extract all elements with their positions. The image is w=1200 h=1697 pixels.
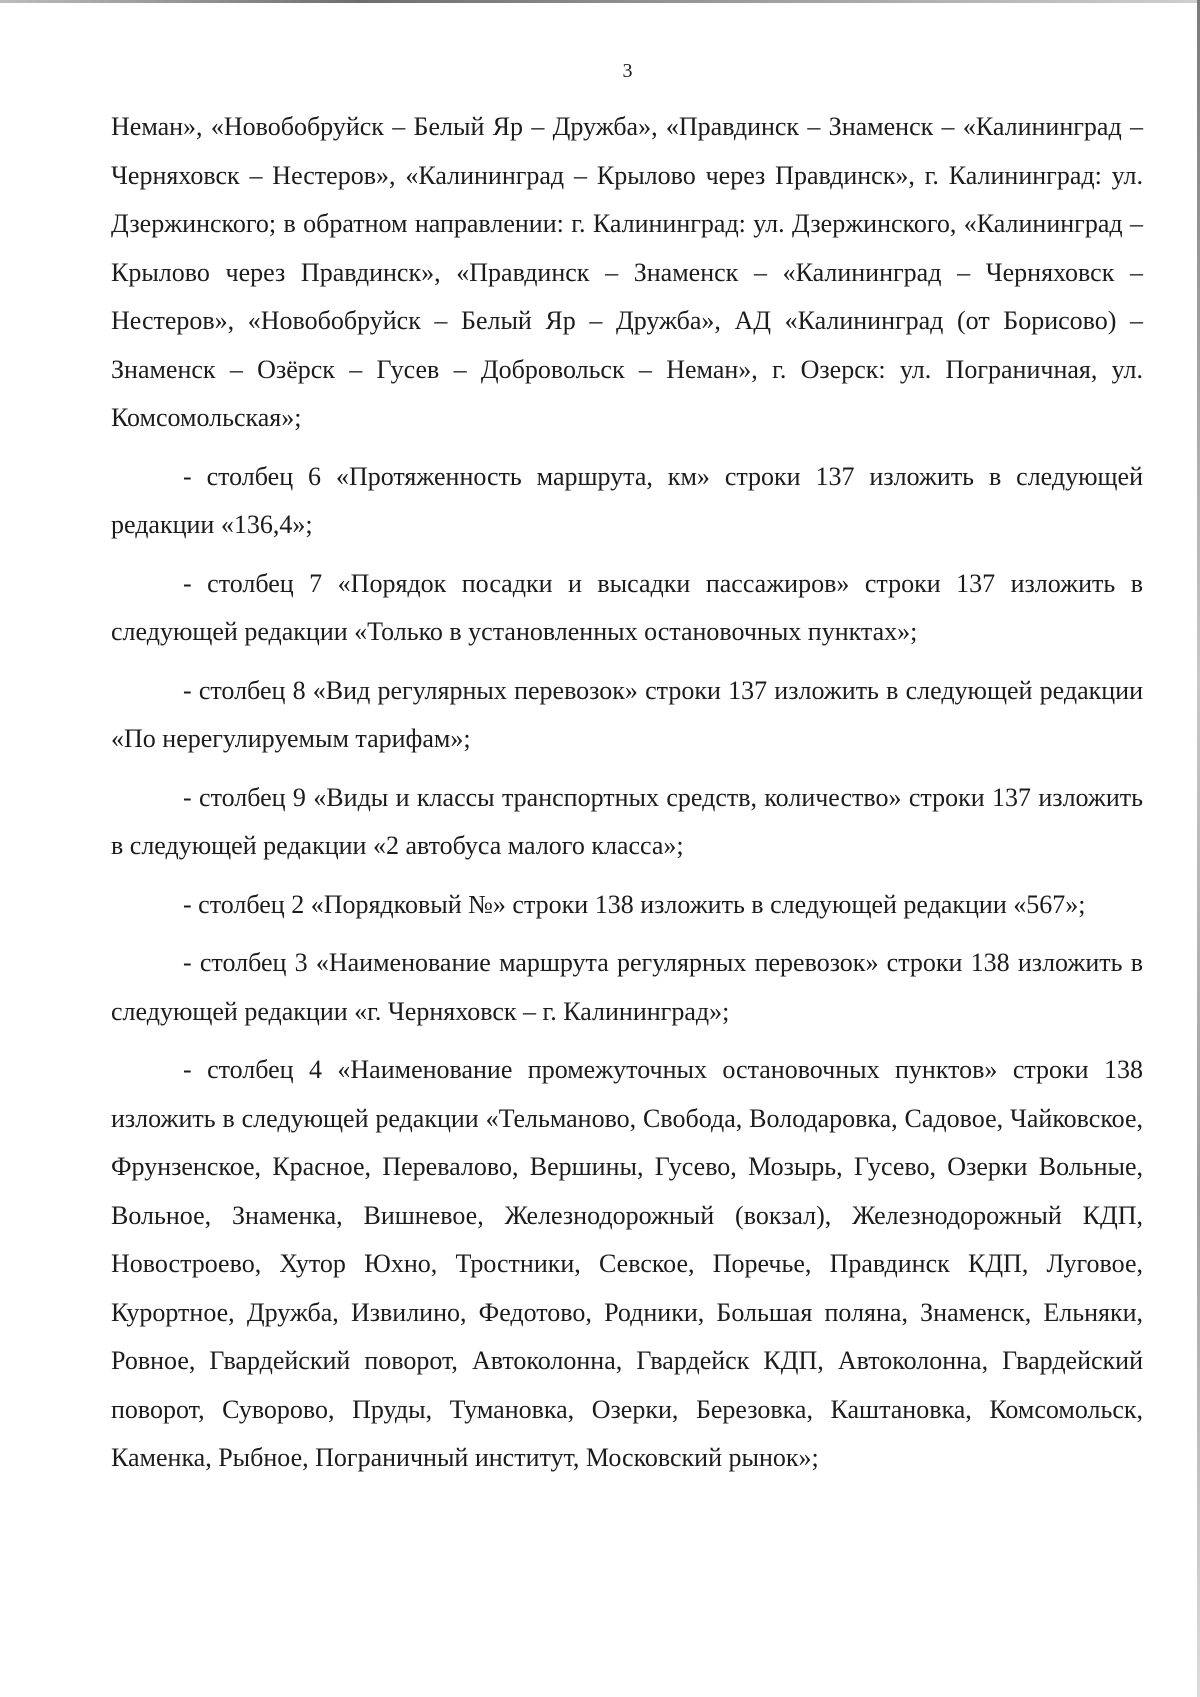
paragraph-column-9: - столбец 9 «Виды и классы транспортных средств, количество» строки 137 изложить в следующей редакции «2 автобуса малого класса»; <box>111 782 1143 860</box>
paragraph-column-8: - столбец 8 «Вид регулярных перевозок» строки 137 изложить в следующей редакции «По нерегулируемым тарифам»; <box>111 675 1143 753</box>
page-number: 3 <box>622 60 633 82</box>
paragraph-column-6: - столбец 6 «Протяженность маршрута, км» строки 137 изложить в следующей редакции «136,4»; <box>111 461 1143 539</box>
paragraph-route-continuation: Неман», «Новобобруйск – Белый Яр – Дружба», «Правдинск – Знаменск – «Калининград – Черняховск – Нестеров», «Калининград – Крылово через Правдинск», г. Калининград: ул. Дзержинского; в обратном направлении: г. Калининград: ул. Дзержинского, «Калининград – Крылово через Правдинск», «Правдинск – Знаменск – «Калининград – Черняховск – Нестеров», «Новобобруйск – Белый Яр – Дружба», АД «Калининград (от Борисово) – Знаменск – Озёрск – Гусев – Добровольск – Неман», г. Озерск: ул. Пограничная, ул. Комсомольская»; <box>111 112 1143 432</box>
scan-edge-top <box>0 0 1200 3</box>
paragraph-column-3: - столбец 3 «Наименование маршрута регулярных перевозок» строки 138 изложить в следующей редакции «г. Черняховск – г. Калининград»; <box>111 948 1143 1026</box>
paragraph-column-7: - столбец 7 «Порядок посадки и высадки пассажиров» строки 137 изложить в следующей редакции «Только в установленных остановочных пунктах»; <box>111 568 1143 646</box>
document-body <box>111 103 1143 1493</box>
paragraph-column-4: - столбец 4 «Наименование промежуточных остановочных пунктов» строки 138 изложить в следующей редакции «Тельманово, Свобода, Володаровка, Садовое, Чайковское, Фрунзенское, Красное, Перевалово, Вершины, Гусево, Мозырь, Гусево, Озерки Вольные, Вольное, Знаменка, Вишневое, Железнодорожный (вокзал), Железнодорожный КДП, Новостроево, Хутор Юхно, Тростники, Севское, Поречье, Правдинск КДП, Луговое, Курортное, Дружба, Извилино, Федотово, Родники, Большая поляна, Знаменск, Ельняки, Ровное, Гвардейский поворот, Автоколонна, Гвардейск КДП, Автоколонна, Гвардейский поворот, Суворово, Пруды, Тумановка, Озерки, Березовка, Каштановка, Комсомольск, Каменка, Рыбное, Пограничный институт, Московский рынок»; <box>111 1055 1143 1472</box>
paragraph-column-2: - столбец 2 «Порядковый №» строки 138 изложить в следующей редакции «567»; <box>183 889 1086 919</box>
